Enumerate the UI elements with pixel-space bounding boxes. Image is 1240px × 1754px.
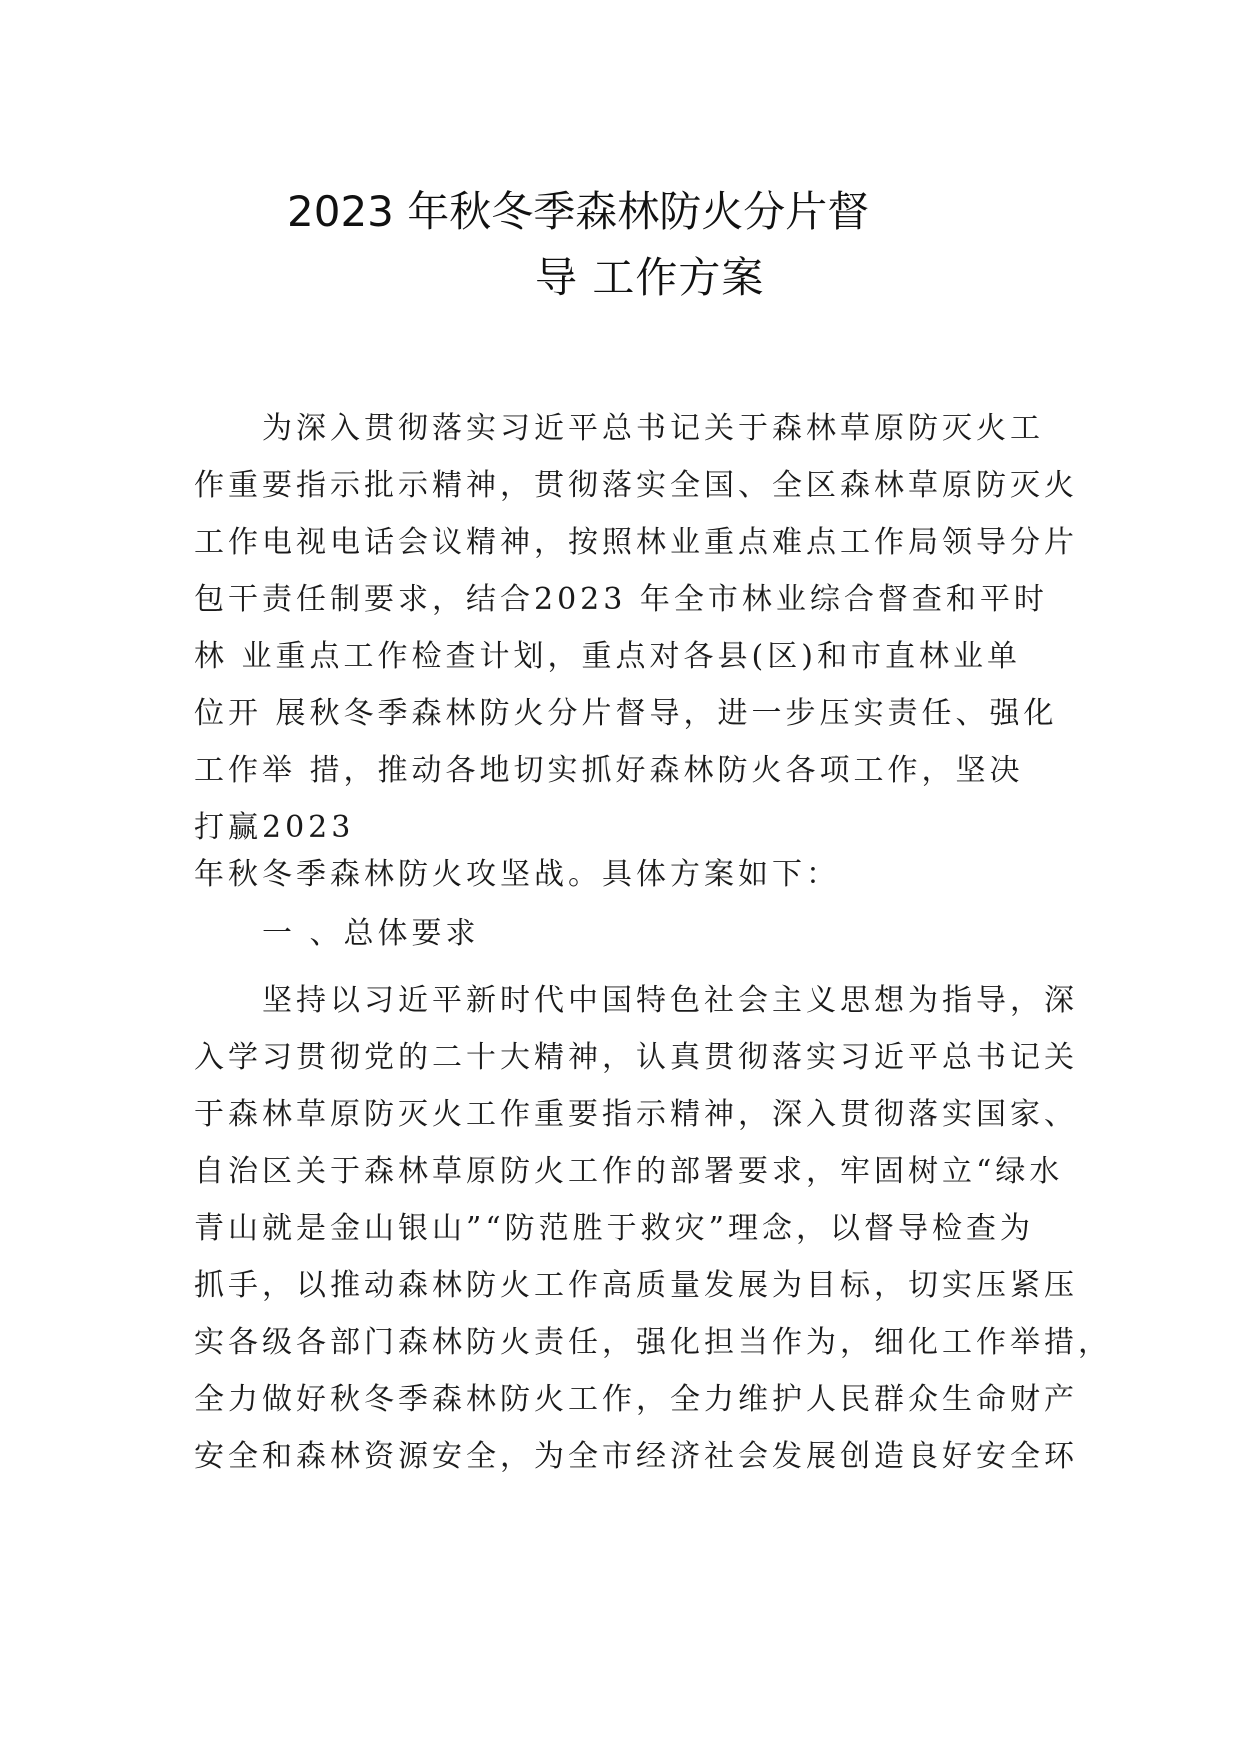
paragraph-line: 位开 展秋冬季森林防火分片督导，进一步压实责任、强化	[194, 696, 1058, 731]
document-title-line-1: 2023 年秋冬季森林防火分片督	[287, 187, 870, 236]
paragraph-line: 坚持以习近平新时代中国特色社会主义思想为指导，深	[262, 983, 1078, 1018]
paragraph-line: 工作举 措，推动各地切实抓好森林防火各项工作，坚决	[194, 753, 1024, 788]
paragraph-line: 自治区关于森林草原防火工作的部署要求，牢固树立“绿水	[194, 1154, 1064, 1189]
paragraph-line: 包干责任制要求，结合2023 年全市林业综合督查和平时	[194, 582, 1048, 617]
paragraph-line: 实各级各部门森林防火责任，强化担当作为，细化工作举措，	[194, 1325, 1112, 1360]
paragraph-line: 作重要指示批示精神，贯彻落实全国、全区森林草原防灭火	[194, 468, 1078, 503]
paragraph-line: 青山就是金山银山”“防范胜于救灾”理念，以督导检查为	[194, 1211, 1035, 1246]
document-title-line-2: 导 工作方案	[535, 253, 765, 302]
paragraph-line: 全力做好秋冬季森林防火工作，全力维护人民群众生命财产	[194, 1382, 1078, 1417]
paragraph-line: 抓手，以推动森林防火工作高质量发展为目标，切实压紧压	[194, 1268, 1078, 1303]
section-heading: 一 、总体要求	[262, 916, 480, 951]
paragraph-line: 工作电视电话会议精神，按照林业重点难点工作局领导分片	[194, 525, 1078, 560]
paragraph-line: 安全和森林资源安全，为全市经济社会发展创造良好安全环	[194, 1439, 1078, 1474]
paragraph-line: 林 业重点工作检查计划，重点对各县(区)和市直林业单	[194, 639, 1021, 674]
paragraph-line: 入学习贯彻党的二十大精神，认真贯彻落实习近平总书记关	[194, 1040, 1078, 1075]
paragraph-line: 于森林草原防灭火工作重要指示精神，深入贯彻落实国家、	[194, 1097, 1078, 1132]
paragraph-line: 为深入贯彻落实习近平总书记关于森林草原防灭火工	[262, 411, 1044, 446]
paragraph-line: 打赢2023	[194, 810, 355, 845]
paragraph-line: 年秋冬季森林防火攻坚战。具体方案如下：	[194, 857, 840, 892]
